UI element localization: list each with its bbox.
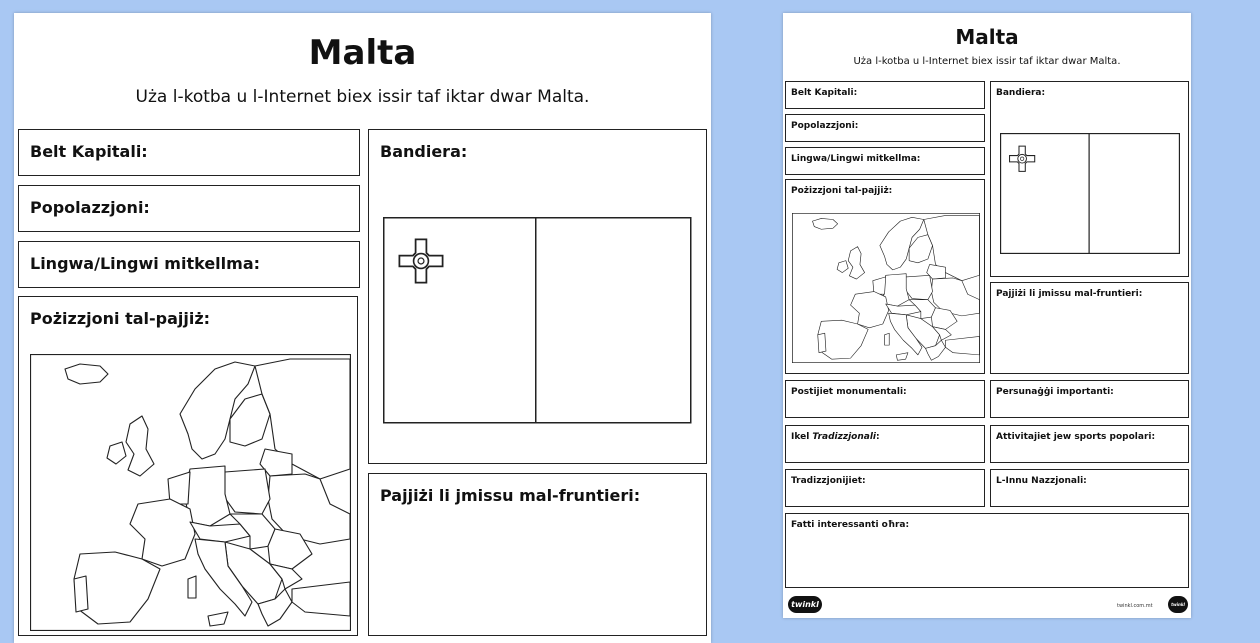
europe-map-icon <box>792 213 980 363</box>
twinkl-badge-icon: twinkl <box>1168 596 1188 613</box>
europe-map-icon <box>30 354 351 631</box>
languages-field[interactable] <box>18 241 360 288</box>
capital-label: Belt Kapitali: <box>791 88 858 98</box>
traditions-field[interactable] <box>785 469 985 507</box>
anthem-field[interactable] <box>990 469 1189 507</box>
food-label: Ikel Tradizzjonali: <box>791 432 880 442</box>
facts-label: Fatti interessanti oħra: <box>791 520 910 530</box>
capital-field[interactable] <box>785 81 985 109</box>
malta-flag <box>383 217 692 424</box>
flag-field[interactable] <box>368 129 707 464</box>
people-field[interactable] <box>990 380 1189 418</box>
worksheet-subtitle: Uża l-kotba u l-Internet biex issir taf iktar dwar Malta. <box>853 56 1121 67</box>
population-field[interactable] <box>18 185 360 232</box>
monuments-field[interactable] <box>785 380 985 418</box>
footer-url: twinkl.com.mt <box>1117 603 1153 609</box>
flag-label: Bandiera: <box>380 142 468 161</box>
neighbours-label: Pajjiżi li jmissu mal-fruntieri: <box>996 289 1143 299</box>
activities-field[interactable] <box>990 425 1189 463</box>
facts-field[interactable] <box>785 513 1189 588</box>
neighbours-field[interactable] <box>368 473 707 636</box>
traditions-label: Tradizzjonijiet: <box>791 476 866 486</box>
languages-label: Lingwa/Lingwi mitkellma: <box>791 154 921 164</box>
neighbours-field[interactable] <box>990 282 1189 374</box>
flag-label: Bandiera: <box>996 88 1046 98</box>
languages-label: Lingwa/Lingwi mitkellma: <box>30 254 261 273</box>
flag-field[interactable] <box>990 81 1189 277</box>
population-field[interactable] <box>785 114 985 142</box>
worksheet-subtitle: Uża l-kotba u l-Internet biex issir taf iktar dwar Malta. <box>135 87 590 107</box>
malta-flag <box>1000 133 1180 254</box>
position-label: Pożizzjoni tal-pajjiż: <box>30 309 211 328</box>
worksheet-small <box>783 13 1191 618</box>
monuments-label: Postijiet monumentali: <box>791 387 907 397</box>
languages-field[interactable] <box>785 147 985 175</box>
capital-field[interactable] <box>18 129 360 176</box>
position-label: Pożizzjoni tal-pajjiż: <box>791 186 893 196</box>
neighbours-label: Pajjiżi li jmissu mal-fruntieri: <box>380 486 641 505</box>
food-field[interactable] <box>785 425 985 463</box>
capital-label: Belt Kapitali: <box>30 142 148 161</box>
worksheet-title: Malta <box>308 33 417 73</box>
activities-label: Attivitajiet jew sports popolari: <box>996 432 1156 442</box>
position-field[interactable] <box>18 296 358 636</box>
population-label: Popolazzjoni: <box>30 198 150 217</box>
anthem-label: L-Innu Nazzjonali: <box>996 476 1087 486</box>
twinkl-logo: twinkl <box>788 596 822 613</box>
position-field[interactable] <box>785 179 985 374</box>
worksheet-title: Malta <box>955 25 1019 49</box>
people-label: Persunaġġi importanti: <box>996 387 1114 397</box>
worksheet-large <box>14 13 711 643</box>
population-label: Popolazzjoni: <box>791 121 859 131</box>
